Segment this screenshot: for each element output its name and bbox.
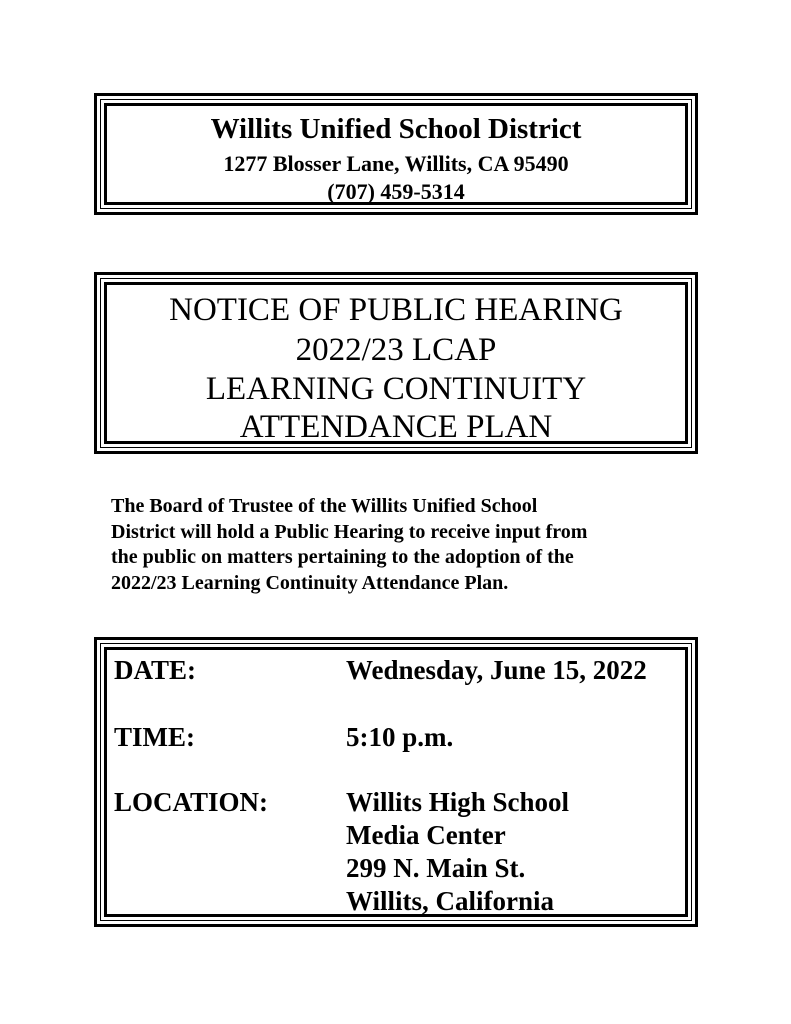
location-value-line: Willits, California xyxy=(346,886,555,916)
district-address: 1277 Blosser Lane, Willits, CA 95490 xyxy=(223,151,569,176)
district-phone: (707) 459-5314 xyxy=(327,179,465,204)
notice-title-box xyxy=(94,272,698,454)
notice-title-line: LEARNING CONTINUITY xyxy=(205,371,587,407)
hearing-details-box xyxy=(94,637,698,927)
description-line: the public on matters pertaining to the adoption of the xyxy=(111,546,574,568)
district-header-box xyxy=(94,93,698,215)
notice-title-line: 2022/23 LCAP xyxy=(295,332,497,368)
district-name: Willits Unified School District xyxy=(210,113,582,145)
location-value-line: Willits High School xyxy=(346,787,570,817)
description-line: 2022/23 Learning Continuity Attendance Plan. xyxy=(111,571,509,594)
location-value-line: 299 N. Main St. xyxy=(346,853,526,883)
date-value: Wednesday, June 15, 2022 xyxy=(346,655,647,685)
date-label: DATE: xyxy=(114,655,197,685)
notice-title-line: NOTICE OF PUBLIC HEARING xyxy=(169,292,623,328)
location-value-line: Media Center xyxy=(346,820,506,850)
time-label: TIME: xyxy=(114,722,195,752)
description-line: District will hold a Public Hearing to receive input from xyxy=(111,520,588,543)
description-line: The Board of Trustee of the Willits Unified School xyxy=(111,495,538,517)
location-label: LOCATION: xyxy=(114,787,269,817)
hearing-description xyxy=(111,494,691,596)
notice-title-line: ATTENDANCE PLAN xyxy=(239,409,553,445)
time-value: 5:10 p.m. xyxy=(346,722,454,752)
